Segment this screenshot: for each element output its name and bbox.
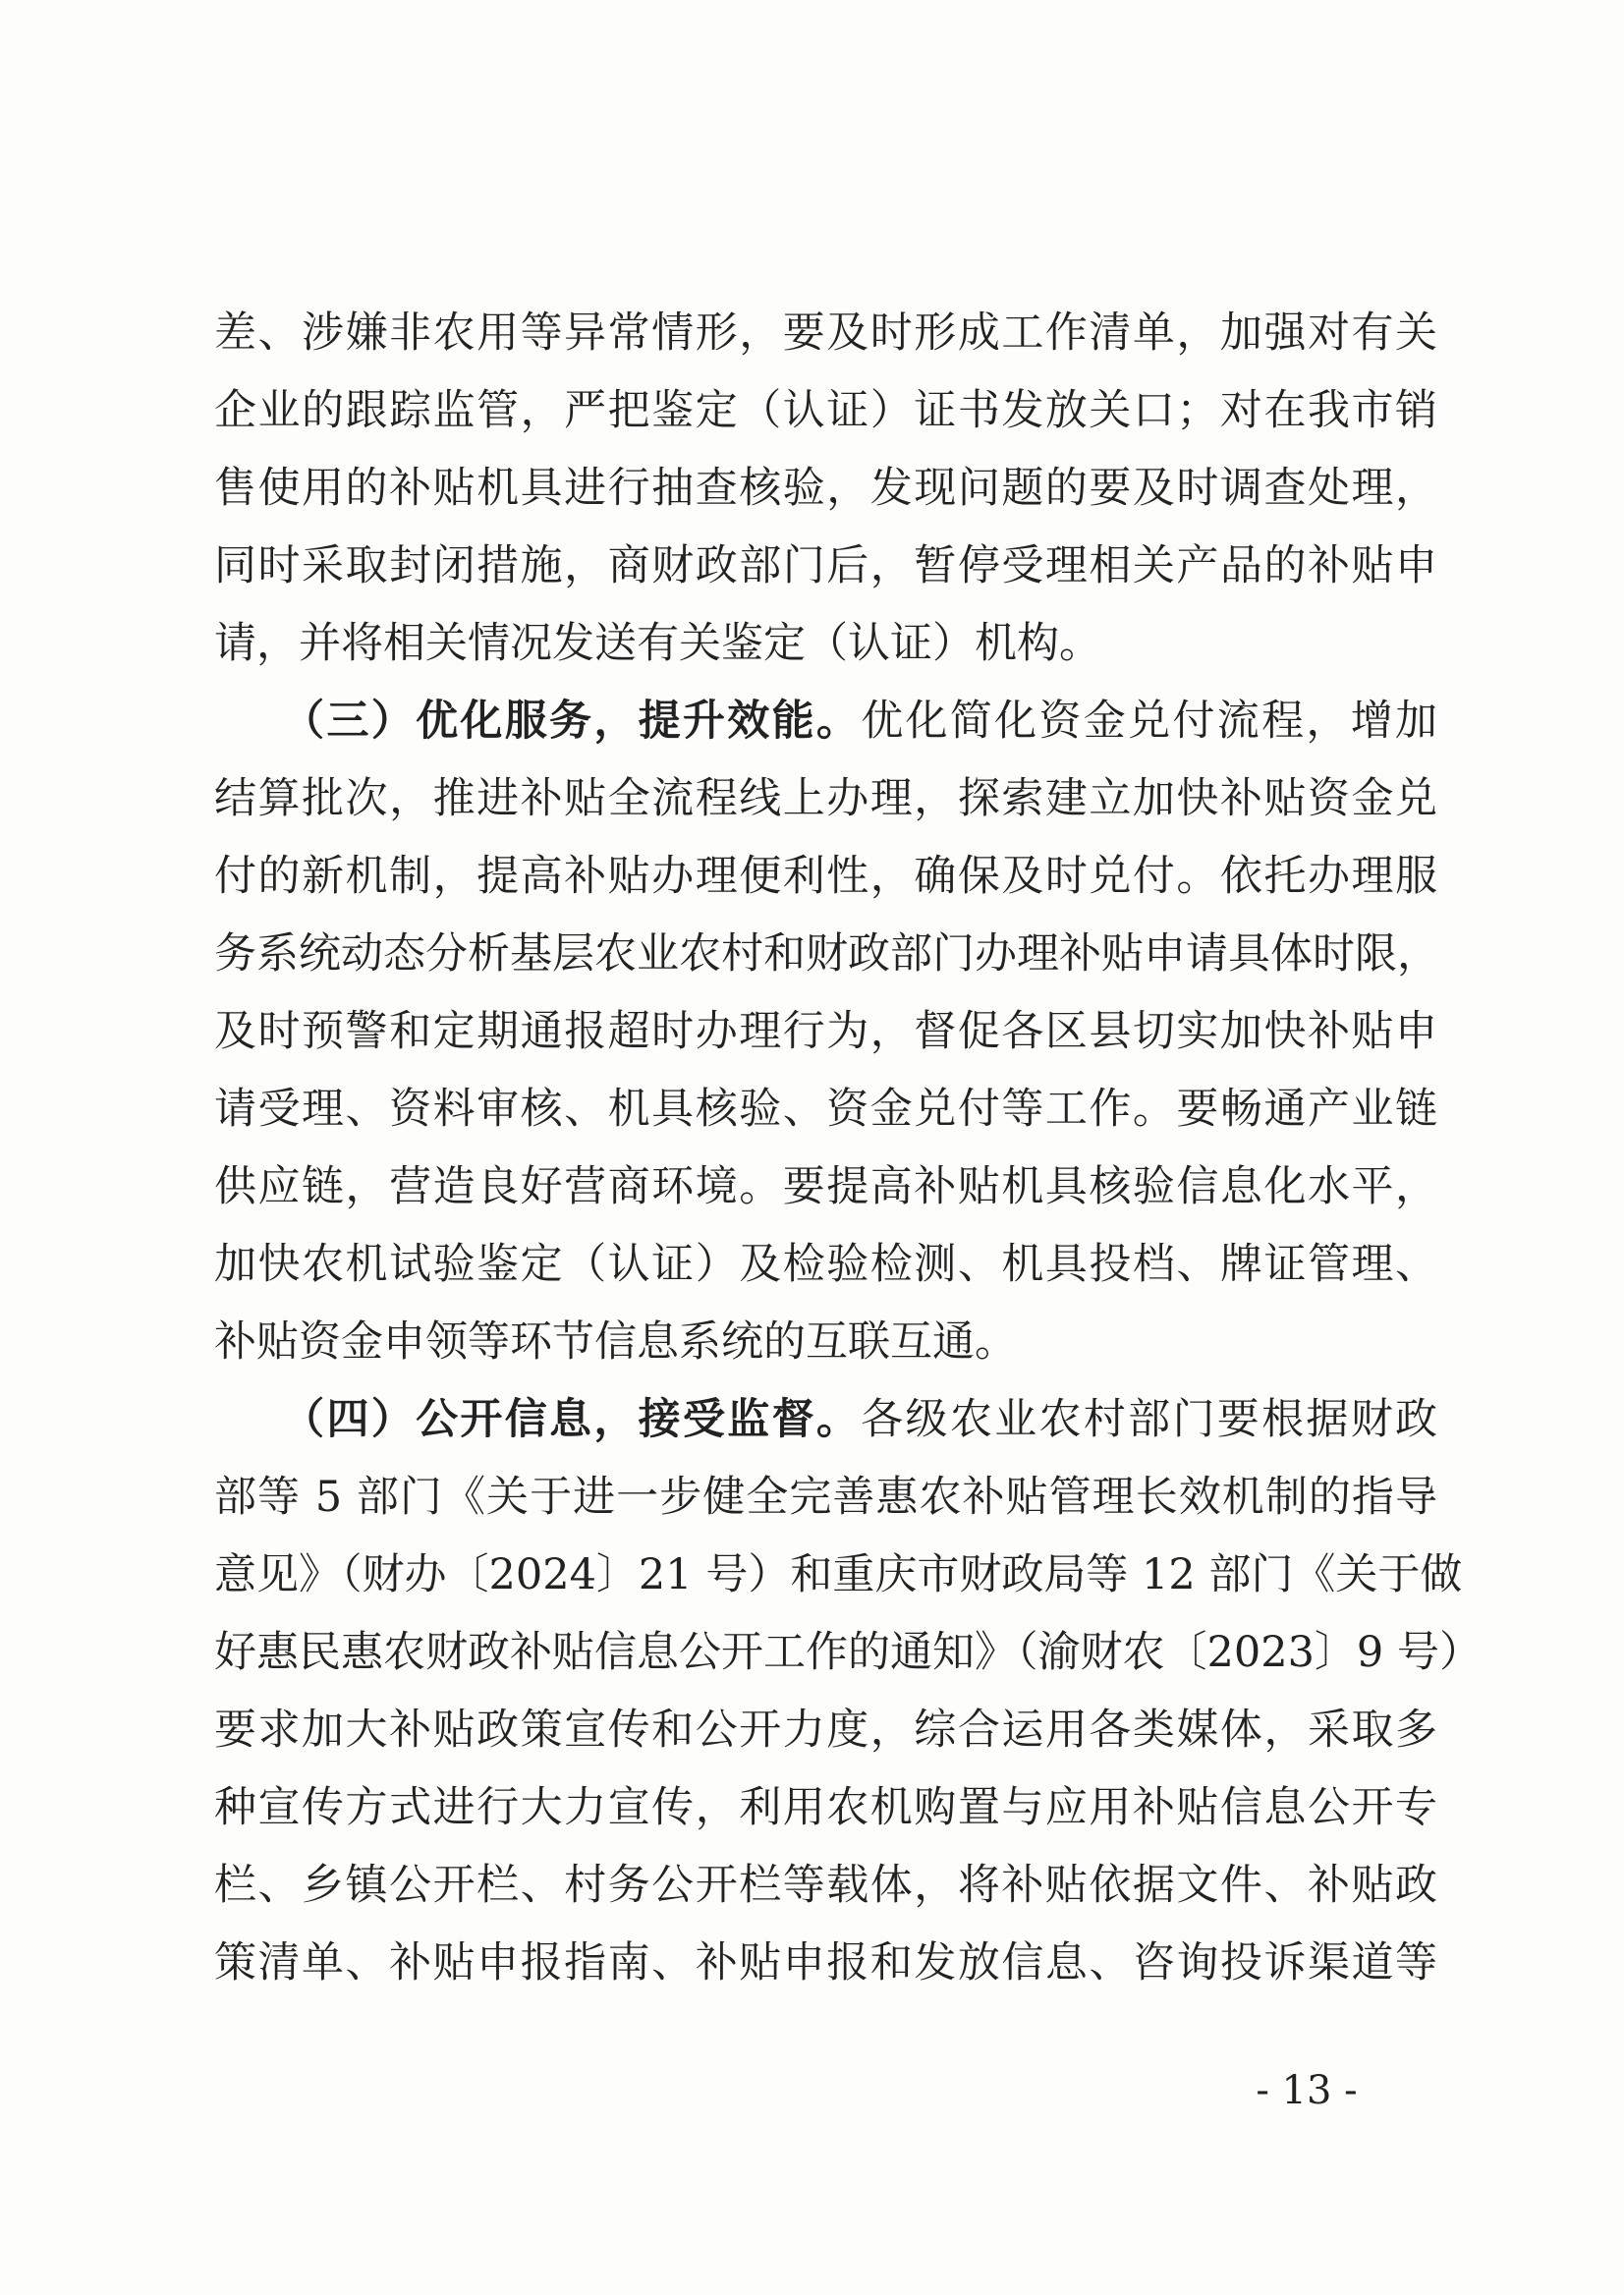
page-number: - 13 -	[1256, 2068, 1358, 2113]
line-text: 差、涉嫌非农用等异常情形，要及时形成工作清单，加强对有关	[214, 308, 1437, 358]
line-text: 优化简化资金兑付流程，增加	[861, 697, 1438, 746]
text-line	[214, 1847, 1437, 1925]
text-line	[214, 1537, 1463, 1614]
line-text: 策清单、补贴申报指南、补贴申报和发放信息、咨询投诉渠道等	[214, 1938, 1437, 1987]
text-line	[214, 760, 1437, 838]
line-text: 请受理、资料审核、机具核验、资金兑付等工作。要畅通产业链	[214, 1085, 1437, 1134]
line-text: 企业的跟踪监管，严把鉴定（认证）证书发放关口；对在我市销	[214, 386, 1437, 435]
body-text	[214, 295, 1482, 2002]
text-line	[214, 1769, 1437, 1847]
text-line	[214, 1692, 1437, 1769]
line-text: 各级农业农村部门要根据财政	[861, 1395, 1438, 1444]
line-text: 售使用的补贴机具进行抽查核验，发现问题的要及时调查处理，	[214, 464, 1437, 513]
line-text: 及时预警和定期通报超时办理行为，督促各区县切实加快补贴申	[214, 1007, 1437, 1056]
text-line	[214, 1459, 1437, 1537]
text-line	[214, 605, 1437, 683]
line-text: 意见》（财办〔2024〕21 号）和重庆市财政局等 12 部门《关于做	[214, 1550, 1463, 1599]
line-text: 务系统动态分析基层农业农村和财政部门办理补贴申请具体时限，	[214, 929, 1439, 979]
text-line	[214, 916, 1437, 993]
text-line	[214, 683, 1437, 760]
line-text: 好惠民惠农财政补贴信息公开工作的通知》（渝财农〔2023〕9 号）	[214, 1628, 1482, 1677]
paragraph-indent	[214, 697, 304, 746]
line-text: 同时采取封闭措施，商财政部门后，暂停受理相关产品的补贴申	[214, 541, 1437, 590]
line-text: 供应链，营造良好营商环境。要提高补贴机具核验信息化水平，	[214, 1162, 1437, 1211]
text-line	[214, 1071, 1437, 1148]
line-text: 请，并将相关情况发送有关鉴定（认证）机构。	[214, 619, 1101, 668]
text-line	[214, 993, 1437, 1071]
text-line	[214, 1226, 1437, 1304]
text-line	[214, 1614, 1482, 1692]
line-text: 结算批次，推进补贴全流程线上办理，探索建立加快补贴资金兑	[214, 774, 1437, 823]
section-heading: （四）公开信息，接受监督。	[303, 1395, 862, 1444]
text-line	[214, 372, 1437, 450]
text-line	[214, 838, 1437, 916]
line-text: 加快农机试验鉴定（认证）及检验检测、机具投档、牌证管理、	[214, 1240, 1437, 1289]
line-text: 付的新机制，提高补贴办理便利性，确保及时兑付。依托办理服	[214, 852, 1437, 901]
line-text: 补贴资金申领等环节信息系统的互联互通。	[214, 1317, 1017, 1367]
line-text: 部等 5 部门《关于进一步健全完善惠农补贴管理长效机制的指导	[214, 1473, 1437, 1522]
text-line	[214, 1304, 1437, 1381]
paragraph-indent	[214, 1395, 304, 1444]
text-line	[214, 1381, 1437, 1459]
text-line	[214, 450, 1437, 528]
text-line	[214, 528, 1437, 605]
text-line	[214, 1148, 1437, 1226]
line-text: 栏、乡镇公开栏、村务公开栏等载体，将补贴依据文件、补贴政	[214, 1861, 1437, 1910]
text-line	[214, 1925, 1437, 2002]
section-heading: （三）优化服务，提升效能。	[303, 697, 862, 746]
line-text: 要求加大补贴政策宣传和公开力度，综合运用各类媒体，采取多	[214, 1706, 1437, 1755]
line-text: 种宣传方式进行大力宣传，利用农机购置与应用补贴信息公开专	[214, 1783, 1437, 1832]
text-line	[214, 295, 1437, 372]
